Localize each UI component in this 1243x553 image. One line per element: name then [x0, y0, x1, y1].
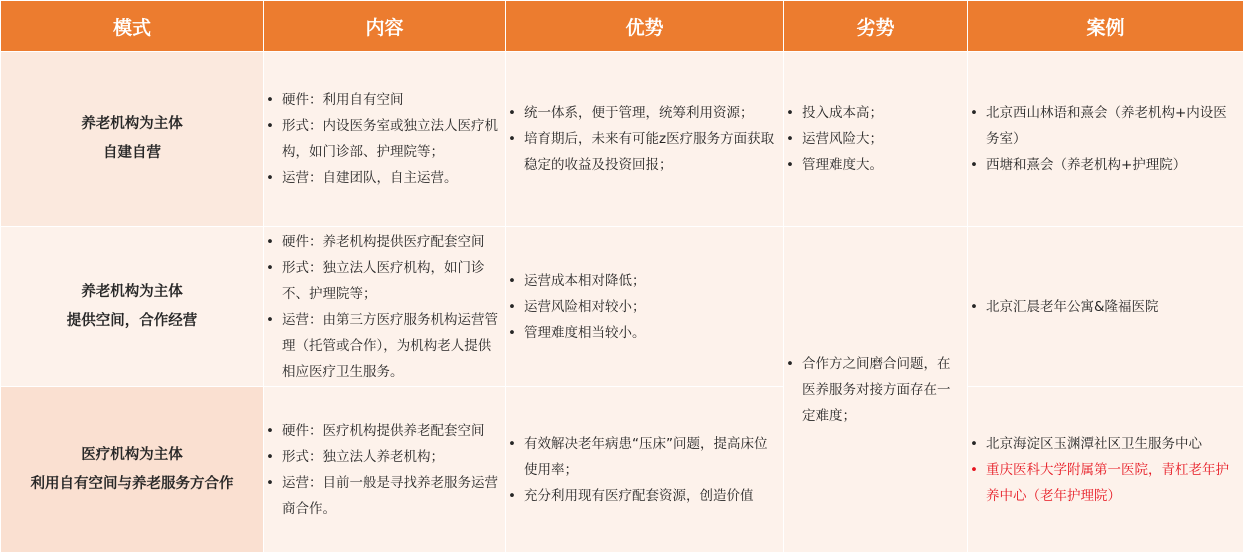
list-item: • 运营：目前一般是寻找养老服务运营商合作。 — [282, 470, 501, 522]
list-item: • 硬件：利用自有空间 — [282, 87, 501, 113]
mode-subtitle: 自建自营 — [103, 145, 161, 161]
list-item: • 培育期后，未来有可能z医疗服务方面获取稳定的收益及投资回报； — [524, 126, 779, 178]
list-item-highlight: • 重庆医科大学附属第一医院，青杠老年护养中心（老年护理院） — [986, 457, 1239, 509]
cases-list — [968, 100, 1243, 178]
disadvantages-list — [784, 351, 967, 429]
header-disadvantages: 劣势 — [784, 1, 968, 52]
list-item: • 运营：自建团队，自主运营。 — [282, 165, 501, 191]
content-list — [264, 87, 505, 191]
mode-cell — [1, 227, 264, 387]
list-item: • 投入成本高； — [802, 100, 963, 126]
cases-cell — [968, 227, 1243, 387]
advantages-list — [506, 431, 783, 509]
content-list — [264, 418, 505, 522]
list-item: • 管理难度相当较小。 — [524, 320, 779, 346]
disadvantages-list — [784, 100, 967, 178]
list-item: • 形式：独立法人医疗机构，如门诊不、护理院等； — [282, 255, 501, 307]
content-cell — [264, 227, 506, 387]
header-row — [1, 1, 1243, 52]
header-cases: 案例 — [968, 1, 1243, 52]
advantages-cell — [506, 387, 784, 553]
list-item: • 运营风险相对较小； — [524, 294, 779, 320]
mode-cell — [1, 52, 264, 227]
list-item: • 硬件：医疗机构提供养老配套空间 — [282, 418, 501, 444]
shared-disadvantages-cell — [784, 227, 968, 553]
list-item: • 统一体系，便于管理，统筹利用资源； — [524, 100, 779, 126]
content-list — [264, 229, 505, 385]
mode-title: 养老机构为主体 — [81, 283, 183, 300]
table-row — [1, 387, 1243, 553]
cases-cell — [968, 387, 1243, 553]
list-item: • 北京汇晨老年公寓&隆福医院 — [986, 294, 1239, 320]
list-item: • 形式：内设医务室或独立法人医疗机构，如门诊部、护理院等； — [282, 113, 501, 165]
list-item: • 运营成本相对降低； — [524, 268, 779, 294]
list-item: • 北京海淀区玉渊潭社区卫生服务中心 — [986, 431, 1239, 457]
list-item: • 管理难度大。 — [802, 152, 963, 178]
table-row — [1, 227, 1243, 387]
mode-title: 养老机构为主体 — [81, 116, 183, 132]
advantages-cell — [506, 52, 784, 227]
disadvantages-cell — [784, 52, 968, 227]
list-item: • 充分利用现有医疗配套资源，创造价值 — [524, 483, 779, 509]
list-item: • 合作方之间磨合问题，在医养服务对接方面存在一定难度； — [802, 351, 963, 429]
header-mode: 模式 — [1, 1, 264, 52]
list-item: • 运营风险大； — [802, 126, 963, 152]
cases-cell — [968, 52, 1243, 227]
advantages-cell — [506, 227, 784, 387]
table-row — [1, 52, 1243, 227]
list-item: • 北京西山林语和熹会（养老机构+内设医务室） — [986, 100, 1239, 152]
list-item: • 西塘和熹会（养老机构+护理院） — [986, 152, 1239, 178]
header-advantages: 优势 — [506, 1, 784, 52]
cases-list — [968, 294, 1243, 320]
content-cell — [264, 387, 506, 553]
content-cell — [264, 52, 506, 227]
mode-subtitle: 提供空间，合作经营 — [66, 312, 198, 329]
mode-cell — [1, 387, 264, 553]
list-item: • 形式：独立法人养老机构； — [282, 444, 501, 470]
header-content: 内容 — [264, 1, 506, 52]
list-item: • 硬件：养老机构提供医疗配套空间 — [282, 229, 501, 255]
advantages-list — [506, 268, 783, 346]
list-item: • 运营：由第三方医疗服务机构运营管理（托管或合作），为机构老人提供相应医疗卫生服务。 — [282, 307, 501, 385]
list-item: • 有效解决老年病患“压床”问题，提高床位使用率； — [524, 431, 779, 483]
cases-list — [968, 431, 1243, 509]
advantages-list — [506, 100, 783, 178]
mode-subtitle: 利用自有空间与养老服务方合作 — [30, 475, 234, 492]
mode-title: 医疗机构为主体 — [81, 446, 183, 463]
